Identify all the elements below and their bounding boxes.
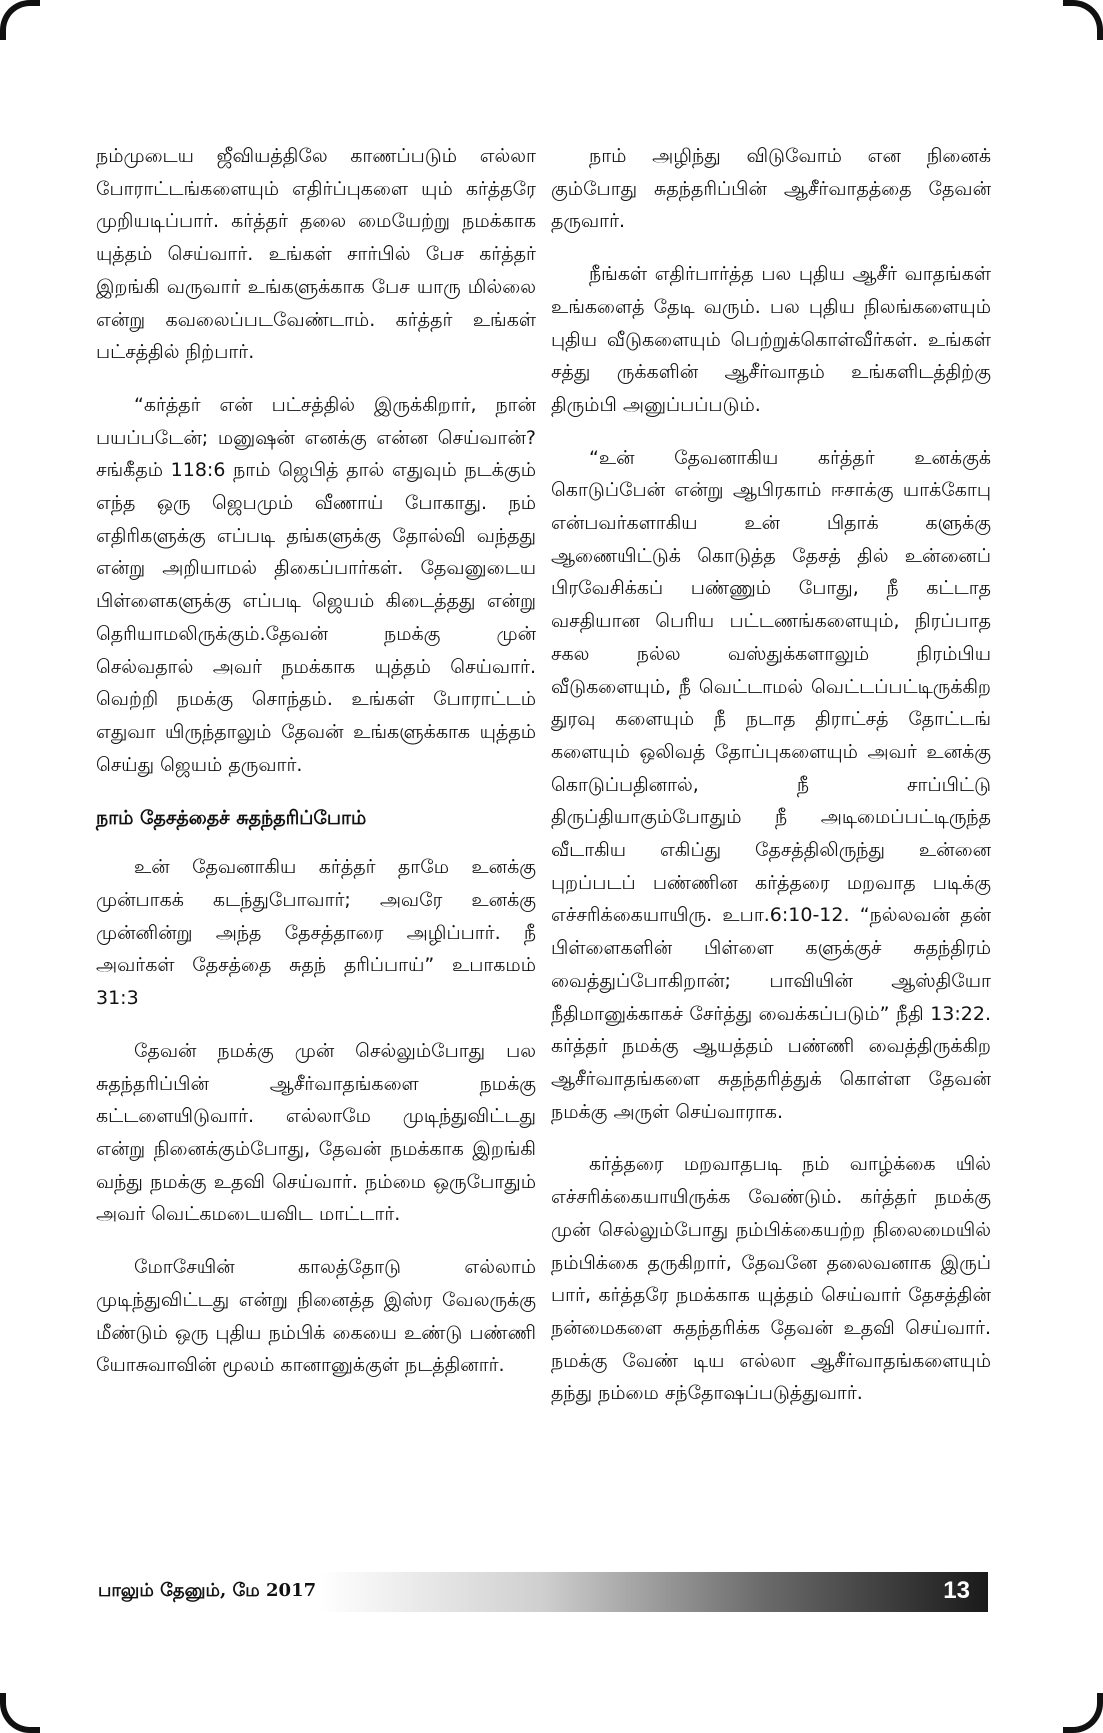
section-heading: நாம் தேசத்தைச் சுதந்தரிப்போம் <box>96 807 367 830</box>
paragraph: தேவன் நமக்கு முன் செல்லும்போது பல சுதந்தரிப்பின் ஆசீர்வாதங்களை நமக்கு கட்டளையிடுவார். எல்லாமே முடிந்துவிட்டது என்று நினைக்கும்போது, தேவன் நமக்காக இறங்கி வந்து நமக்கு உதவி செய்வார். நம்மை ஒருபோதும் அவர் வெட்கமடையவிட மாட்டார். <box>96 1039 536 1226</box>
paragraph: உன் தேவனாகிய கர்த்தர் தாமே உனக்கு முன்பாகக் கடந்துபோவார்; அவரே உனக்கு முன்னின்று அந்த தேசத்தாரை அழிப்பார். நீ அவர்கள் தேசத்தை சுதந் தரிப்பாய்” உபாகமம் 31:3 <box>96 856 536 1010</box>
page-footer <box>96 1572 988 1612</box>
page-corner-top-left <box>0 0 40 40</box>
publication-title: பாலும் தேனும், மே 2017 <box>98 1580 317 1601</box>
paragraph: நீங்கள் எதிர்பார்த்த பல புதிய ஆசீர் வாதங்கள் உங்களைத் தேடி வரும். பல புதிய நிலங்களையும் புதிய வீடுகளையும் பெற்றுக்கொள்வீர்கள். உங்கள் சத்து ருக்களின் ஆசீர்வாதம் உங்களிடத்திற்கு திரும்பி அனுப்பப்படும். <box>551 263 991 416</box>
left-column <box>96 140 536 1402</box>
paragraph: “கர்த்தர் என் பட்சத்தில் இருக்கிறார், நான் பயப்படேன்; மனுஷன் எனக்கு என்ன செய்வான்? சங்கீதம் 118:6 நாம் ஜெபித் தால் எதுவும் நடக்கும் எந்த ஒரு ஜெபமும் வீணாய் போகாது. நம் எதிரிகளுக்கு எப்படி தங்களுக்கு தோல்வி வந்தது என்று அறியாமல் திகைப்பார்கள். தேவனுடைய பிள்ளைகளுக்கு எப்படி ஜெயம் கிடைத்தது என்று தெரியாமலிருக்கும்.தேவன் நமக்கு முன் செல்வதால் அவர் நமக்காக யுத்தம் செய்வார். வெற்றி நமக்கு சொந்தம். உங்கள் போராட்டம் எதுவா யிருந்தாலும் தேவன் உங்களுக்காக யுத்தம் செய்து ஜெயம் தருவார். <box>96 393 536 776</box>
paragraph: நம்முடைய ஜீவியத்திலே காணப்படும் எல்லா போராட்டங்களையும் எதிர்ப்புகளை யும் கர்த்தரே முறியடிப்பார். கர்த்தர் தலை மையேற்று நமக்காக யுத்தம் செய்வார். உங்கள் சார்பில் பேச கர்த்தர் இறங்கி வருவார் உங்களுக்காக பேச யாரு மில்லை என்று கவலைப்படவேண்டாம். கர்த்தர் உங்கள் பட்சத்தில் நிற்பார். <box>96 145 536 364</box>
page-corner-top-right <box>1063 0 1103 40</box>
page-number: 13 <box>943 1577 970 1604</box>
paragraph: கர்த்தரை மறவாதபடி நம் வாழ்க்கை யில் எச்சரிக்கையாயிருக்க வேண்டும். கர்த்தர் நமக்கு முன் செல்லும்போது நம்பிக்கையற்ற நிலைமையில் நம்பிக்கை தருகிறார், தேவனே தலைவனாக இருப் பார், கர்த்தரே நமக்காக யுத்தம் செய்வார் தேசத்தின் நன்மைகளை சுதந்தரிக்க தேவன் உதவி செய்வார். நமக்கு வேண் டிய எல்லா ஆசீர்வாதங்களையும் தந்து நம்மை சந்தோஷப்படுத்துவார். <box>551 1153 991 1405</box>
page-corner-bottom-left <box>0 1693 40 1733</box>
paragraph: “உன் தேவனாகிய கர்த்தர் உனக்குக் கொடுப்பேன் என்று ஆபிரகாம் ஈசாக்கு யாக்கோபு என்பவர்களாகிய உன் பிதாக் களுக்கு ஆணையிட்டுக் கொடுத்த தேசத் தில் உன்னைப் பிரவேசிக்கப் பண்ணும் போது, நீ கட்டாத வசதியான பெரிய பட்டணங்களையும், நிரப்பாத சகல நல்ல வஸ்துக்களாலும் நிரம்பிய வீடுகளையும், நீ வெட்டாமல் வெட்டப்பட்டிருக்கிற துரவு களையும் நீ நடாத திராட்சத் தோட்டங் களையும் ஒலிவத் தோப்புகளையும் அவர் உனக்கு கொடுப்பதினால், நீ சாப்பிட்டு திருப்தியாகும்போதும் நீ அடிமைப்பட்டிருந்த வீடாகிய எகிப்து தேசத்திலிருந்து உன்னை புறப்படப் பண்ணின கர்த்தரை மறவாத படிக்கு எச்சரிக்கையாயிரு. உபா.6:10-12. “நல்லவன் தன் பிள்ளைகளின் பிள்ளை களுக்குச் சுதந்திரம் வைத்துப்போகிறான்; பாவியின் ஆஸ்தியோ நீதிமானுக்காகச் சேர்த்து வைக்கப்படும்” நீதி 13:22. கர்த்தர் நமக்கு ஆயத்தம் பண்ணி வைத்திருக்கிற ஆசீர்வாதங்களை சுதந்தரித்துக் கொள்ள தேவன் நமக்கு அருள் செய்வாராக. <box>551 446 991 1123</box>
page-corner-bottom-right <box>1063 1693 1103 1733</box>
right-column <box>551 140 991 1430</box>
paragraph: நாம் அழிந்து விடுவோம் என நினைக் கும்போது சுதந்தரிப்பின் ஆசீர்வாதத்தை தேவன் தருவார். <box>551 145 991 233</box>
paragraph: மோசேயின் காலத்தோடு எல்லாம் முடிந்துவிட்டது என்று நினைத்த இஸ்ர வேலருக்கு மீண்டும் ஒரு புதிய நம்பிக் கையை உண்டு பண்ணி யோசுவாவின் மூலம் கானானுக்குள் நடத்தினார். <box>96 1256 536 1377</box>
